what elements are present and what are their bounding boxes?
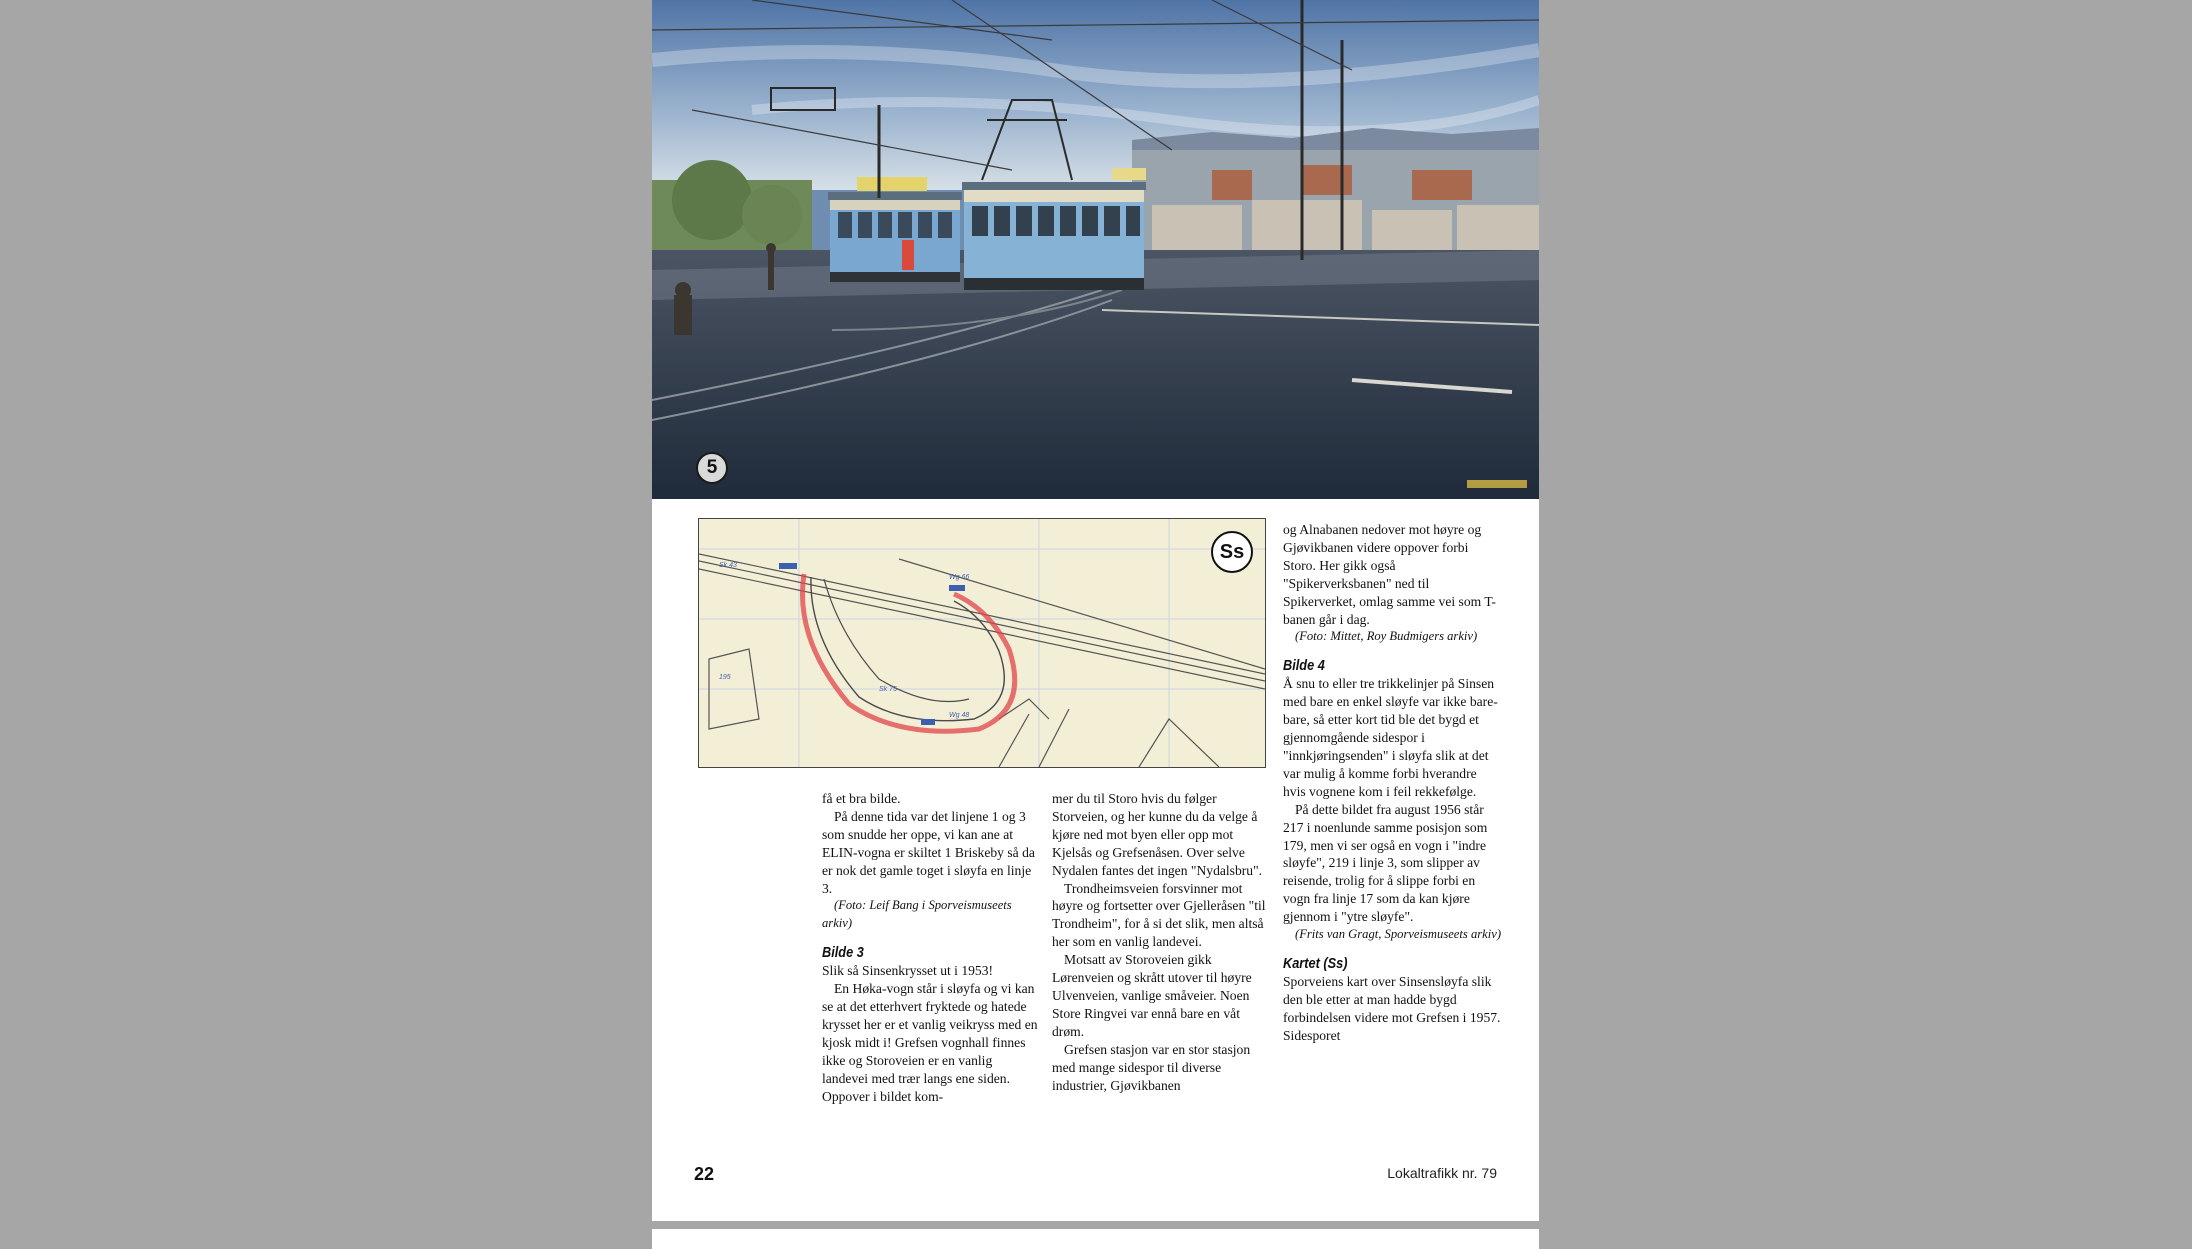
paragraph: På dette bildet fra august 1956 står 217 i noenlunde samme posisjon som 179, men vi ser også en vogn i "indre sløyfe", 219 i linje 3, som slipper av reisende, trolig for å slippe forbi en vogn fra linje 17 som da kan kjøre gjennom i "ytre sløyfe". [1283,801,1488,925]
svg-text:Sk 75: Sk 75 [879,686,897,693]
tram-photo-drawing [652,0,1539,499]
paragraph: og Alnabanen nedover mot høyre og Gjøvikbanen videre oppover forbi Storo. Her gikk også "Spikerverksbanen" ned til Spikerverket, omlag samme vei som T-banen går i dag. [1283,522,1496,627]
paragraph: Grefsen stasjon var en stor stasjon med mange sidespor til diverse industrier, Gjøvikbanen [1052,1041,1251,1093]
svg-text:Sk 43: Sk 43 [719,562,737,569]
text-column-3 [1283,521,1501,1045]
paragraph: På denne tida var det linjene 1 og 3 som snudde her oppe, vi kan ane at ELIN-vogna er skiltet 1 Briskeby så da er nok det gamle toget i sløyfa en linje 3. [822,808,1035,896]
section-heading: Kartet (Ss) [1283,954,1348,972]
section-heading: Bilde 3 [822,944,864,962]
track-map-drawing [699,519,1265,767]
section-heading: Bilde 4 [1283,657,1325,675]
paragraph: mer du til Storo hvis du følger Storveien, og her kunne du da velge å kjøre ned mot byen eller opp mot Kjelsås og Grefsenåsen. Over selve Nydalen fantes det ingen "Nydalsbru". [1052,791,1263,878]
paragraph: Å snu to eller tre trikkelinjer på Sinsen med bare en enkel sløyfe var ikke bare-bare, så etter kort tid ble det bygd et gjennomgående sidespor i "innkjøringsenden" i sløyfa slik at det var mulig å komme forbi hverandre hvis vognene kom i feil rekkefølge. [1283,676,1498,799]
svg-text:195: 195 [719,674,731,681]
map-label-badge: Ss [1211,531,1253,573]
track-map [698,518,1266,768]
magazine-footer: Lokaltrafikk nr. 79 [1387,1165,1497,1181]
text-column-1 [822,790,1040,1106]
paragraph: Motsatt av Storoveien gikk Lørenveien og skrått utover til høyre Ulvenveien, vanlige småveier. Noen Store Ringvei var ennå bare en våt drøm. [1052,952,1252,1039]
next-page-edge [652,1229,1539,1249]
photo-credit: (Foto: Mittet, Roy Budmigers arkiv) [1295,629,1478,644]
text-column-2 [1052,790,1270,1094]
paragraph: En Høka-vogn står i sløyfa og vi kan se at det etterhvert fryktede og hatede krysset her er et vanlig veikryss med en kjosk midt i! Grefsen vognhall finnes ikke og Storoveien er en vanlig landevei med trær langs ene siden. Oppover i bildet kom- [822,981,1038,1104]
tram-photograph [652,0,1539,499]
page-number: 22 [694,1164,715,1184]
paragraph: Slik så Sinsenkrysset ut i 1953! [822,963,994,979]
photo-credit: (Frits van Gragt, Sporveismuseets arkiv) [1295,927,1502,942]
magazine-page [652,0,1539,1221]
paragraph: Sporveiens kart over Sinsensløyfa slik den ble etter at man hadde bygd forbindelsen videre mot Grefsen i 1957. Sidesporet [1283,973,1501,1043]
photo-credit: (Foto: Leif Bang i Sporveismuseets arkiv) [822,898,1012,931]
svg-text:Wg 48: Wg 48 [949,712,970,719]
photo-number-badge: 5 [696,452,728,484]
svg-text:Wg 66: Wg 66 [949,574,970,581]
paragraph: Trondheimsveien forsvinner mot høyre og fortsetter over Gjelleråsen "til Trondheim", for å si det slik, men altså her som en vanlig landevei. [1052,880,1266,950]
paragraph: få et bra bilde. [822,791,901,806]
